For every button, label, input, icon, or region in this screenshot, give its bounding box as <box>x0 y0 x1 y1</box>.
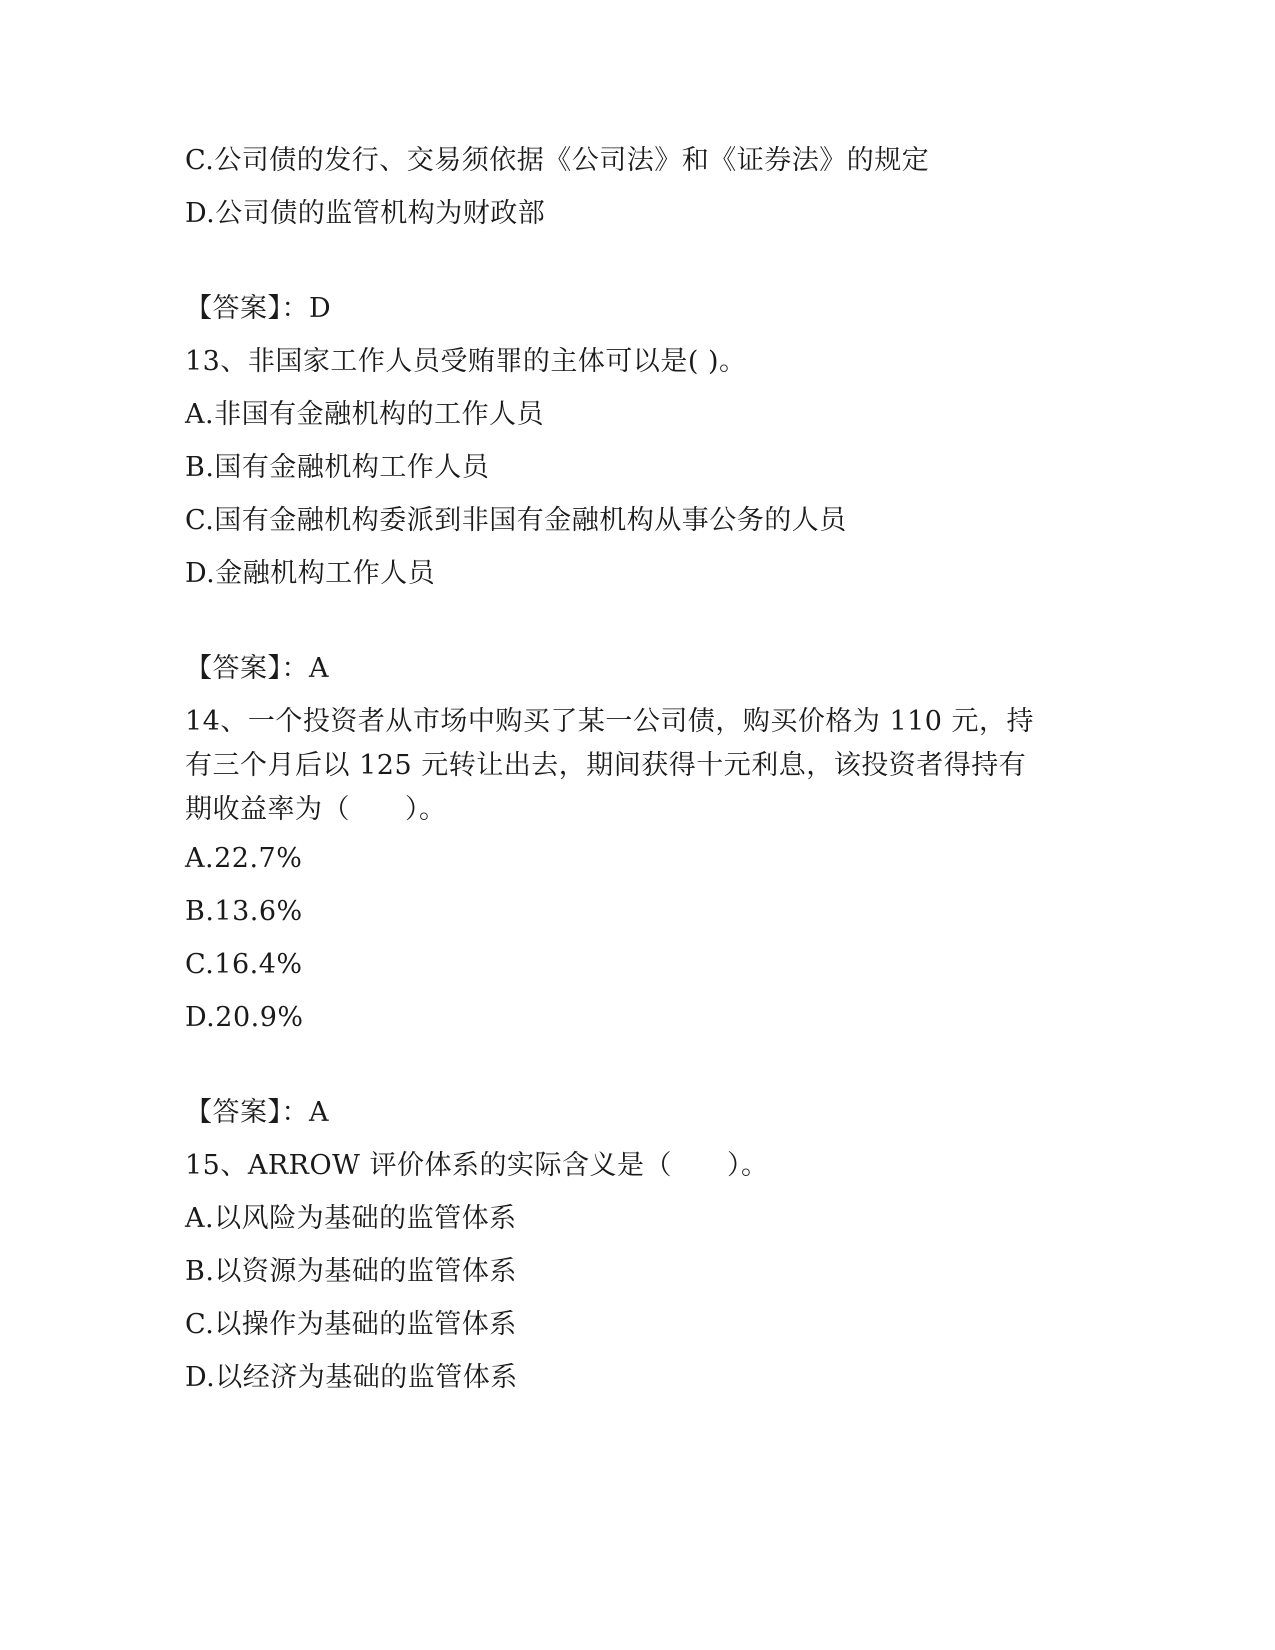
q13-option-a: A.非国有金融机构的工作人员 <box>185 399 545 430</box>
q15-option-b: B.以资源为基础的监管体系 <box>185 1256 517 1287</box>
q13-stem: 13、非国家工作人员受贿罪的主体可以是( )。 <box>185 346 747 377</box>
q14-answer: 【答案】：A <box>185 1097 329 1128</box>
q14-option-d: D.20.9% <box>185 1002 304 1033</box>
q15-option-c: C.以操作为基础的监管体系 <box>185 1309 517 1340</box>
q14-option-b: B.13.6% <box>185 896 303 927</box>
q13-option-d: D.金融机构工作人员 <box>185 558 436 589</box>
q15-option-d: D.以经济为基础的监管体系 <box>185 1362 518 1393</box>
q13-option-b: B.国有金融机构工作人员 <box>185 452 490 483</box>
q12-option-c: C.公司债的发行、交易须依据《公司法》和《证券法》的规定 <box>185 145 930 176</box>
q15-stem: 15、ARROW 评价体系的实际含义是（ ）。 <box>185 1150 769 1181</box>
q14-option-c: C.16.4% <box>185 949 303 980</box>
q14-stem-line-3: 期收益率为（ ）。 <box>185 794 447 825</box>
q13-answer: 【答案】：A <box>185 653 329 684</box>
q12-option-d: D.公司债的监管机构为财政部 <box>185 198 546 229</box>
q13-option-c: C.国有金融机构委派到非国有金融机构从事公务的人员 <box>185 505 847 536</box>
q12-answer: 【答案】：D <box>185 293 332 324</box>
q15-option-a: A.以风险为基础的监管体系 <box>185 1203 517 1234</box>
q14-stem-line-2: 有三个月后以 125 元转让出去，期间获得十元利息，该投资者得持有 <box>185 750 1027 781</box>
q14-option-a: A.22.7% <box>185 843 303 874</box>
q14-stem-line-1: 14、一个投资者从市场中购买了某一公司债，购买价格为 110 元，持 <box>185 706 1035 737</box>
